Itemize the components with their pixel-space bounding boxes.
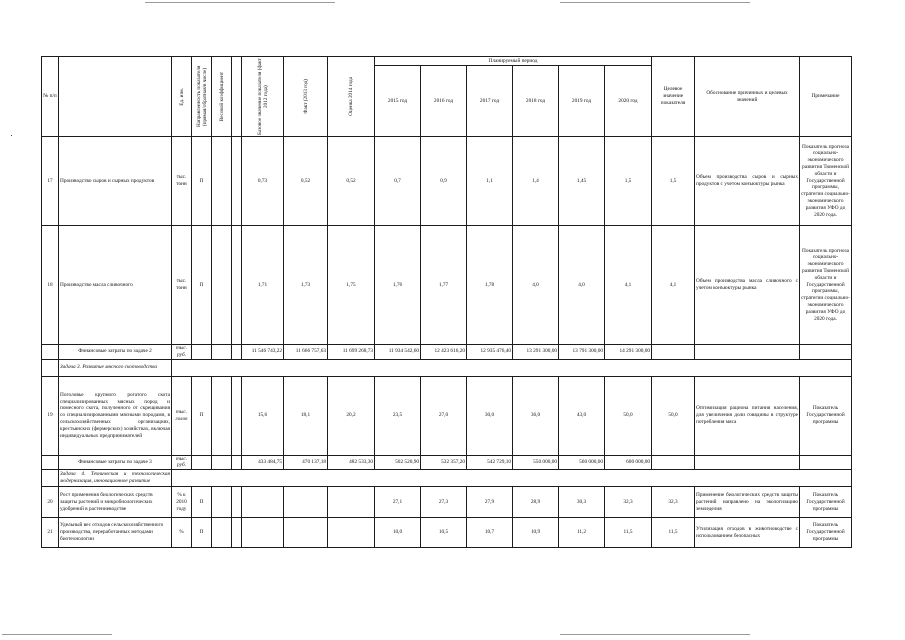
- year-value: 30,3: [559, 487, 605, 518]
- scan-mark: [11, 135, 12, 136]
- row-number: 19: [42, 376, 59, 455]
- table-row-18: [42, 226, 852, 345]
- year-value: 11,5: [605, 518, 652, 548]
- fact-value: 11 666 757,63: [284, 345, 328, 360]
- fact-value: 1,73: [284, 226, 328, 345]
- blank-cell: [192, 345, 212, 360]
- year-value: 4,0: [513, 226, 559, 345]
- justification-text: Утилизация отходов в животноводстве с использованием безопасных: [695, 518, 800, 548]
- target-value: 4,1: [652, 226, 695, 345]
- header-year: 2020 год: [605, 66, 652, 137]
- weight-cell: [212, 137, 232, 226]
- year-value: 50,0: [605, 376, 652, 455]
- base-value: 433 484,75: [242, 455, 284, 470]
- blank-cell: [212, 455, 232, 470]
- table-row-finance-2: [42, 345, 852, 360]
- header-planned-period: Планируемый период: [375, 57, 652, 66]
- finance-label: Финансовые затраты по задаче 3: [59, 455, 172, 470]
- weight-cell: [212, 518, 232, 548]
- year-value: 28,9: [513, 487, 559, 518]
- blank-cell: [42, 345, 59, 360]
- estimate-value: 20,2: [328, 376, 375, 455]
- blank-cell: [695, 345, 800, 360]
- blank-cell: [42, 359, 59, 376]
- blank-cell: [232, 518, 242, 548]
- top-rule-right: [560, 2, 750, 3]
- year-value: 532 357,20: [421, 455, 467, 470]
- year-value: 30,0: [467, 376, 513, 455]
- year-value: 0,7: [375, 137, 421, 226]
- header-year: 2015 год: [375, 66, 421, 137]
- unit-cell: тыс. тонн: [172, 226, 192, 345]
- indicator-name: Производство масла сливочного: [59, 226, 172, 345]
- header-narrow-blank: [232, 57, 242, 137]
- bottom-rule-left: [2, 634, 112, 635]
- year-value: 1,78: [467, 226, 513, 345]
- year-value: 32,3: [605, 487, 652, 518]
- direction-cell: П: [192, 518, 212, 548]
- note-text: Показатель прогноза социально-экономического развития Тюменской области и Государственной программы, стратегии социально-экономического развития УФО до 2020 года.: [800, 226, 852, 345]
- year-value: 10,0: [375, 518, 421, 548]
- blank-cell: [192, 455, 212, 470]
- estimate-value: [328, 518, 375, 548]
- year-value: 14 291 300,00: [605, 345, 652, 360]
- unit-cell: %: [172, 518, 192, 548]
- base-value: 11 546 743,22: [242, 345, 284, 360]
- table-row-21: [42, 518, 852, 548]
- header-unit: Ед. изм.: [172, 57, 192, 137]
- estimate-value: 11 699 268,73: [328, 345, 375, 360]
- estimate-value: 482 533,30: [328, 455, 375, 470]
- fact-value: [284, 487, 328, 518]
- base-value: 15,6: [242, 376, 284, 455]
- blank-cell: [800, 455, 852, 470]
- header-year: 2019 год: [559, 66, 605, 137]
- justification-text: Применение биологических средств защиты растений направлено на экологизацию земледелия: [695, 487, 800, 518]
- header-direction: Направленность показателя (прямая/обратная/в числе): [192, 57, 212, 137]
- weight-cell: [212, 376, 232, 455]
- row-number: 21: [42, 518, 59, 548]
- target-value: 50,0: [652, 376, 695, 455]
- header-fact: Факт (2013 год): [284, 57, 328, 137]
- weight-cell: [212, 226, 232, 345]
- blank-cell: [172, 359, 852, 376]
- year-value: 43,0: [559, 376, 605, 455]
- target-value: 32,3: [652, 487, 695, 518]
- fact-value: 18,1: [284, 376, 328, 455]
- indicators-table: [41, 56, 852, 548]
- blank-cell: [695, 455, 800, 470]
- row-number: 17: [42, 137, 59, 226]
- task-label: Задача 4. Техническая и технологическая модернизация, инновационное развитие: [59, 470, 172, 487]
- header-name-blank: [59, 57, 172, 137]
- row-number: 18: [42, 226, 59, 345]
- unit-cell: % к 2010 году: [172, 487, 192, 518]
- top-rule-left: [145, 2, 335, 3]
- year-value: 502 520,90: [375, 455, 421, 470]
- target-value: 1,5: [652, 137, 695, 226]
- base-value: [242, 518, 284, 548]
- header-year: 2016 год: [421, 66, 467, 137]
- indicator-name: Рост применения биологических средств защиты растений и микробиологических удобрений в растениеводстве: [59, 487, 172, 518]
- unit-cell: тыс. руб.: [172, 345, 192, 360]
- justification-text: Объем производства сыров и сырных продуктов с учетом конъюктуры рынка: [695, 137, 800, 226]
- blank-cell: [232, 455, 242, 470]
- indicator-name: Удельный вес отходов сельскохозяйственного производства, переработанных методами биотехнологии: [59, 518, 172, 548]
- year-value: 27,9: [467, 487, 513, 518]
- unit-cell: тыс. тонн: [172, 137, 192, 226]
- header-base: Базовое значение показателя (факт 2012 года): [242, 57, 284, 137]
- note-text: Показатель Государственной программы: [800, 518, 852, 548]
- blank-cell: [652, 455, 695, 470]
- year-value: 1,76: [375, 226, 421, 345]
- estimate-value: [328, 487, 375, 518]
- table-row-20: [42, 487, 852, 518]
- finance-label: Финансовые затраты по задаче 2: [59, 345, 172, 360]
- table-row-finance-3: [42, 455, 852, 470]
- year-value: 27,3: [421, 487, 467, 518]
- year-value: 4,1: [605, 226, 652, 345]
- table-row-17: [42, 137, 852, 226]
- blank-cell: [42, 455, 59, 470]
- year-value: 12 423 616,20: [421, 345, 467, 360]
- year-value: 1,5: [605, 137, 652, 226]
- row-number: 20: [42, 487, 59, 518]
- table-row-19: [42, 376, 852, 455]
- header-estimate: Оценка 2014 года: [328, 57, 375, 137]
- table-row-task-4: [42, 470, 852, 487]
- direction-cell: П: [192, 487, 212, 518]
- task-label: Задача 3. Развитие мясного скотоводства: [59, 359, 172, 376]
- header-year: 2018 год: [513, 66, 559, 137]
- blank-cell: [800, 345, 852, 360]
- year-value: 10,7: [467, 518, 513, 548]
- year-value: 600 000,00: [605, 455, 652, 470]
- year-value: 27,1: [375, 487, 421, 518]
- year-value: 0,9: [421, 137, 467, 226]
- note-text: Показатель прогноза социально-экономического развития Тюменской области и Государственной программы, стратегии социально-экономического развития УФО до 2020 года.: [800, 137, 852, 226]
- header-note: Примечание: [800, 57, 852, 137]
- unit-cell: тыс. голов: [172, 376, 192, 455]
- fact-value: [284, 518, 328, 548]
- indicator-name: Производство сыров и сырных продуктов: [59, 137, 172, 226]
- header-num: № п/п: [42, 57, 59, 137]
- table-row-task-3: [42, 359, 852, 376]
- blank-cell: [232, 487, 242, 518]
- year-value: 4,0: [559, 226, 605, 345]
- base-value: 0,73: [242, 137, 284, 226]
- justification-text: Объем производства масла сливочного с учетом конъюктуры рынка: [695, 226, 800, 345]
- blank-cell: [232, 345, 242, 360]
- year-value: 36,0: [513, 376, 559, 455]
- blank-cell: [212, 345, 232, 360]
- direction-cell: П: [192, 376, 212, 455]
- year-value: 10,5: [421, 518, 467, 548]
- year-value: 10,9: [513, 518, 559, 548]
- year-value: 542 729,10: [467, 455, 513, 470]
- note-text: Показатель Государственной программы: [800, 376, 852, 455]
- year-value: 23,5: [375, 376, 421, 455]
- year-value: 1,45: [559, 137, 605, 226]
- year-value: 13 791 300,00: [559, 345, 605, 360]
- blank-cell: [232, 226, 242, 345]
- estimate-value: 0,52: [328, 137, 375, 226]
- header-justification: Обоснование причинных и целевых значений: [695, 57, 800, 137]
- indicator-name: Поголовье крупного рогатого скота специализированных мясных пород и помесного скота, полученного от скрещивания со специализированными мясными породами, в сельскохозяйственных организациях, крестьянских (фермерских) хозяйствах, включая индивидуальных предпринимателей: [59, 376, 172, 455]
- fact-value: 0,52: [284, 137, 328, 226]
- blank-cell: [172, 470, 852, 487]
- header-row-top: [42, 57, 852, 66]
- blank-cell: [232, 376, 242, 455]
- bottom-rule-right: [560, 634, 750, 635]
- direction-cell: П: [192, 226, 212, 345]
- blank-cell: [652, 345, 695, 360]
- year-value: 13 291 300,00: [513, 345, 559, 360]
- base-value: [242, 487, 284, 518]
- estimate-value: 1,75: [328, 226, 375, 345]
- header-weight: Весовой коэффициент: [212, 57, 232, 137]
- year-value: 550 000,00: [513, 455, 559, 470]
- year-value: 1,4: [513, 137, 559, 226]
- year-value: 11,2: [559, 518, 605, 548]
- year-value: 560 000,00: [559, 455, 605, 470]
- weight-cell: [212, 487, 232, 518]
- direction-cell: П: [192, 137, 212, 226]
- year-value: 11 934 542,60: [375, 345, 421, 360]
- justification-text: Оптимизация рациона питания населения, для увеличения доли говядины в структуре потребления мяса: [695, 376, 800, 455]
- fact-value: 470 137,18: [284, 455, 328, 470]
- year-value: 12 935 476,40: [467, 345, 513, 360]
- year-value: 1,77: [421, 226, 467, 345]
- note-text: Показатель Государственной программы: [800, 487, 852, 518]
- year-value: 27,0: [421, 376, 467, 455]
- unit-cell: тыс. руб.: [172, 455, 192, 470]
- blank-cell: [232, 137, 242, 226]
- year-value: 1,1: [467, 137, 513, 226]
- header-year: 2017 год: [467, 66, 513, 137]
- blank-cell: [42, 470, 59, 487]
- header-target: Целевое значение показателя: [652, 57, 695, 137]
- target-value: 11,5: [652, 518, 695, 548]
- base-value: 1,71: [242, 226, 284, 345]
